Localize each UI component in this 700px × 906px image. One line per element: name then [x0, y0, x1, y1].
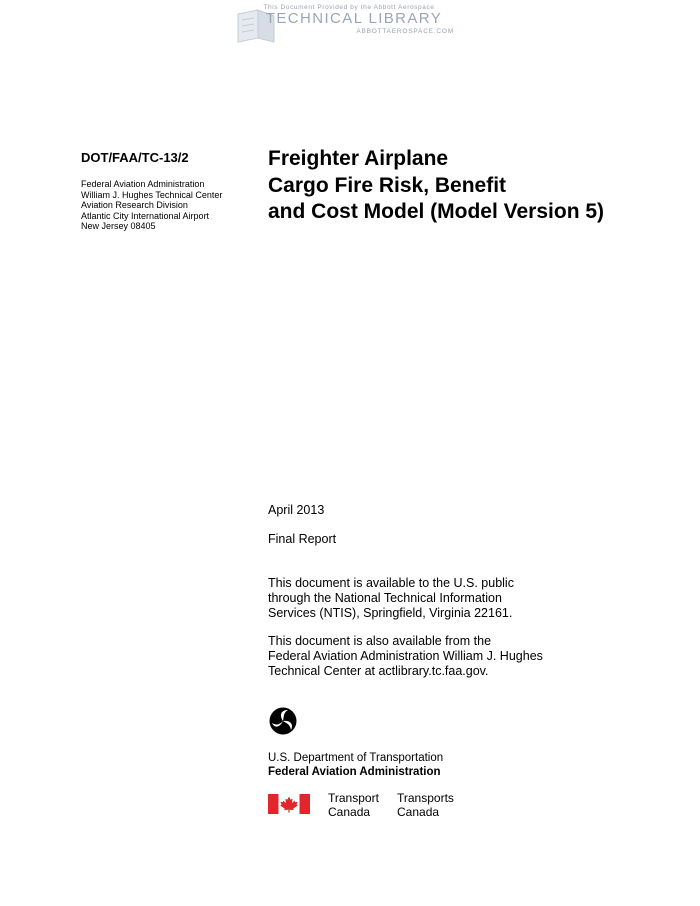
availability-line: through the National Technical Information — [268, 591, 502, 605]
tc-en-line: Transport — [328, 791, 379, 805]
report-number: DOT/FAA/TC-13/2 — [81, 150, 189, 165]
tc-en-line: Canada — [328, 804, 371, 819]
title-line: and Cost Model (Model Version 5) — [268, 200, 605, 223]
report-type: Final Report — [268, 532, 337, 546]
address-line: Atlantic City International Airport — [81, 210, 210, 221]
address-line: Aviation Research Division — [81, 200, 188, 210]
dot-department: U.S. Department of Transportation — [268, 752, 444, 764]
transport-canada-french — [397, 792, 454, 819]
dot-signature — [268, 751, 443, 779]
availability-line: This document is also available from the — [268, 634, 492, 648]
transport-canada-english — [328, 792, 379, 819]
availability-ntis — [268, 576, 514, 621]
tc-fr-line: Transports — [397, 791, 454, 805]
watermark-url-text: ABBOTTAEROSPACE.COM — [356, 28, 454, 35]
availability-faa — [268, 634, 543, 679]
watermark — [232, 2, 458, 46]
report-date: April 2013 — [268, 503, 325, 517]
title-line: Freighter Airplane — [268, 147, 449, 170]
address-line: New Jersey 08405 — [81, 221, 156, 231]
watermark-provider-text: This Document Provided by the Abbott Aerospace — [263, 4, 435, 11]
watermark-library-text: TECHNICAL LIBRARY — [265, 10, 443, 27]
address-line: Federal Aviation Administration — [81, 179, 205, 189]
availability-line: Services (NTIS), Springfield, Virginia 22161. — [268, 606, 513, 620]
availability-line: This document is available to the U.S. public — [268, 576, 514, 590]
address-line: William J. Hughes Technical Center — [81, 189, 223, 200]
availability-line: Technical Center at actlibrary.tc.faa.gov. — [268, 664, 489, 678]
title-line: Cargo Fire Risk, Benefit — [268, 173, 507, 197]
agency-address — [81, 179, 222, 232]
tc-fr-line: Canada — [397, 804, 440, 819]
canada-flag-icon — [268, 794, 310, 814]
dot-agency: Federal Aviation Administration — [268, 766, 441, 778]
report-title — [268, 146, 604, 226]
dot-triskelion-logo-icon — [269, 707, 297, 735]
availability-line: Federal Aviation Administration William J. Hughes — [268, 649, 543, 663]
